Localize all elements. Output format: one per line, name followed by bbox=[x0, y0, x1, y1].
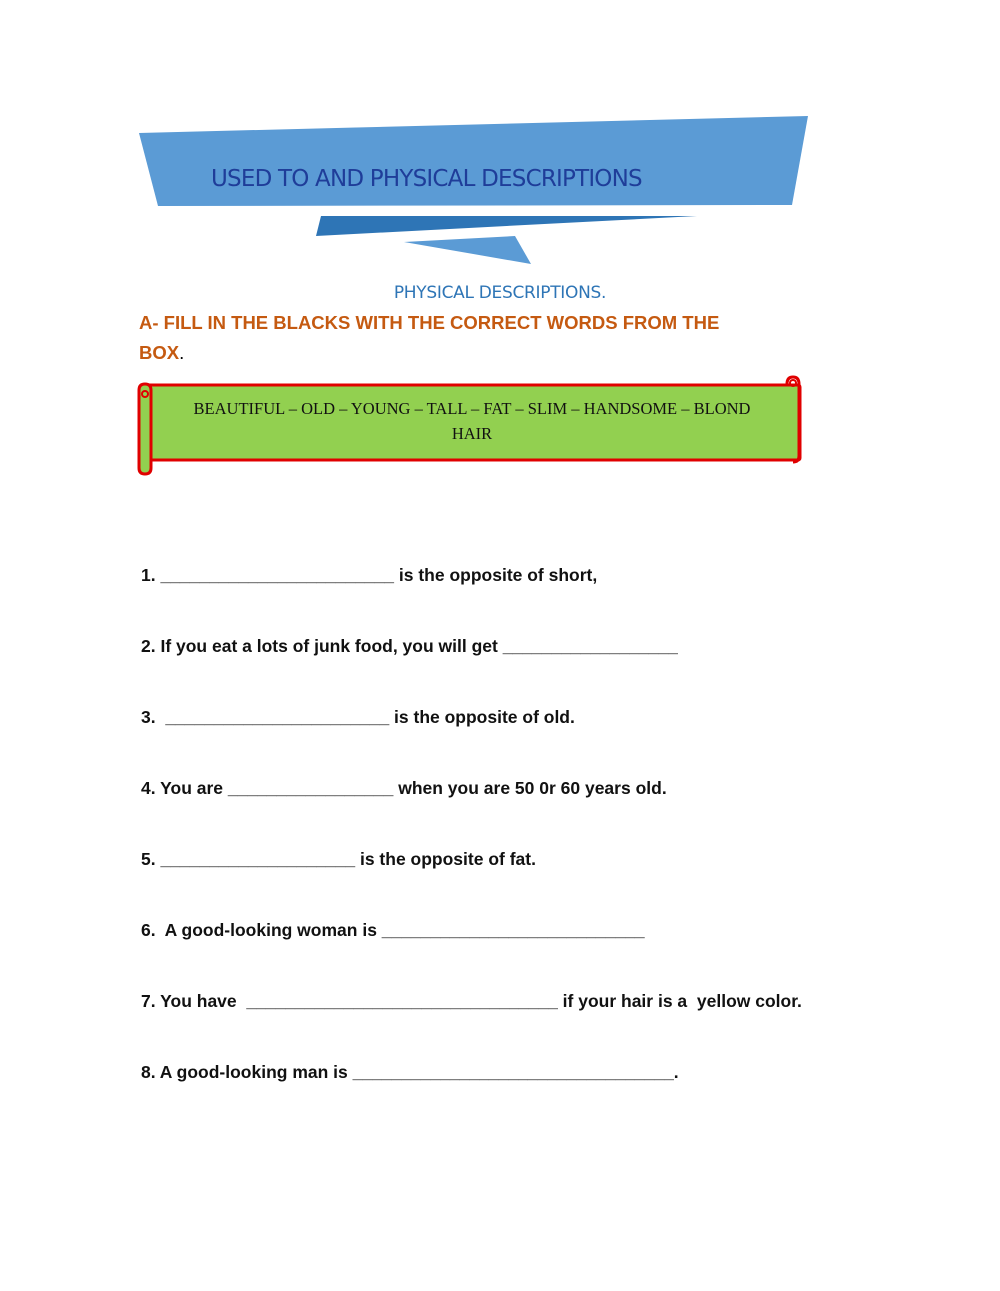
question-5: 5. ____________________ is the opposite of fat. bbox=[141, 849, 536, 869]
word-bank-line-1: BEAUTIFUL – OLD – YOUNG – TALL – FAT – SLIM – HANDSOME – BLOND bbox=[193, 399, 751, 418]
question-3: 3. _______________________ is the opposite of old. bbox=[141, 707, 575, 727]
section-subtitle: PHYSICAL DESCRIPTIONS. bbox=[393, 283, 607, 303]
question-7: 7. You have ________________________________ if your hair is a yellow color. bbox=[141, 991, 802, 1011]
banner-ribbon-dark bbox=[316, 216, 697, 236]
question-1: 1. ________________________ is the opposite of short, bbox=[141, 565, 598, 585]
question-2: 2. If you eat a lots of junk food, you will get __________________ bbox=[141, 636, 678, 656]
question-4: 4. You are _________________ when you are 50 0r 60 years old. bbox=[141, 778, 667, 798]
question-6: 6. A good-looking woman is ___________________________ bbox=[141, 920, 645, 940]
title-banner bbox=[0, 0, 1000, 280]
scroll-right-knob bbox=[790, 380, 796, 386]
word-bank-line-2: HAIR bbox=[451, 424, 493, 443]
banner-main-shape bbox=[139, 116, 808, 206]
word-bank bbox=[152, 396, 792, 446]
exercise-instruction bbox=[139, 308, 839, 368]
page-title: USED TO AND PHYSICAL DESCRIPTIONS bbox=[211, 166, 642, 192]
question-8: 8. A good-looking man is _________________________________. bbox=[141, 1062, 679, 1082]
instruction-line-1: A- FILL IN THE BLACKS WITH THE CORRECT WORDS FROM THE bbox=[139, 312, 720, 333]
banner-ribbon-light bbox=[404, 236, 531, 264]
instruction-line-2: BOX bbox=[139, 342, 180, 363]
instruction-period: . bbox=[179, 342, 185, 363]
